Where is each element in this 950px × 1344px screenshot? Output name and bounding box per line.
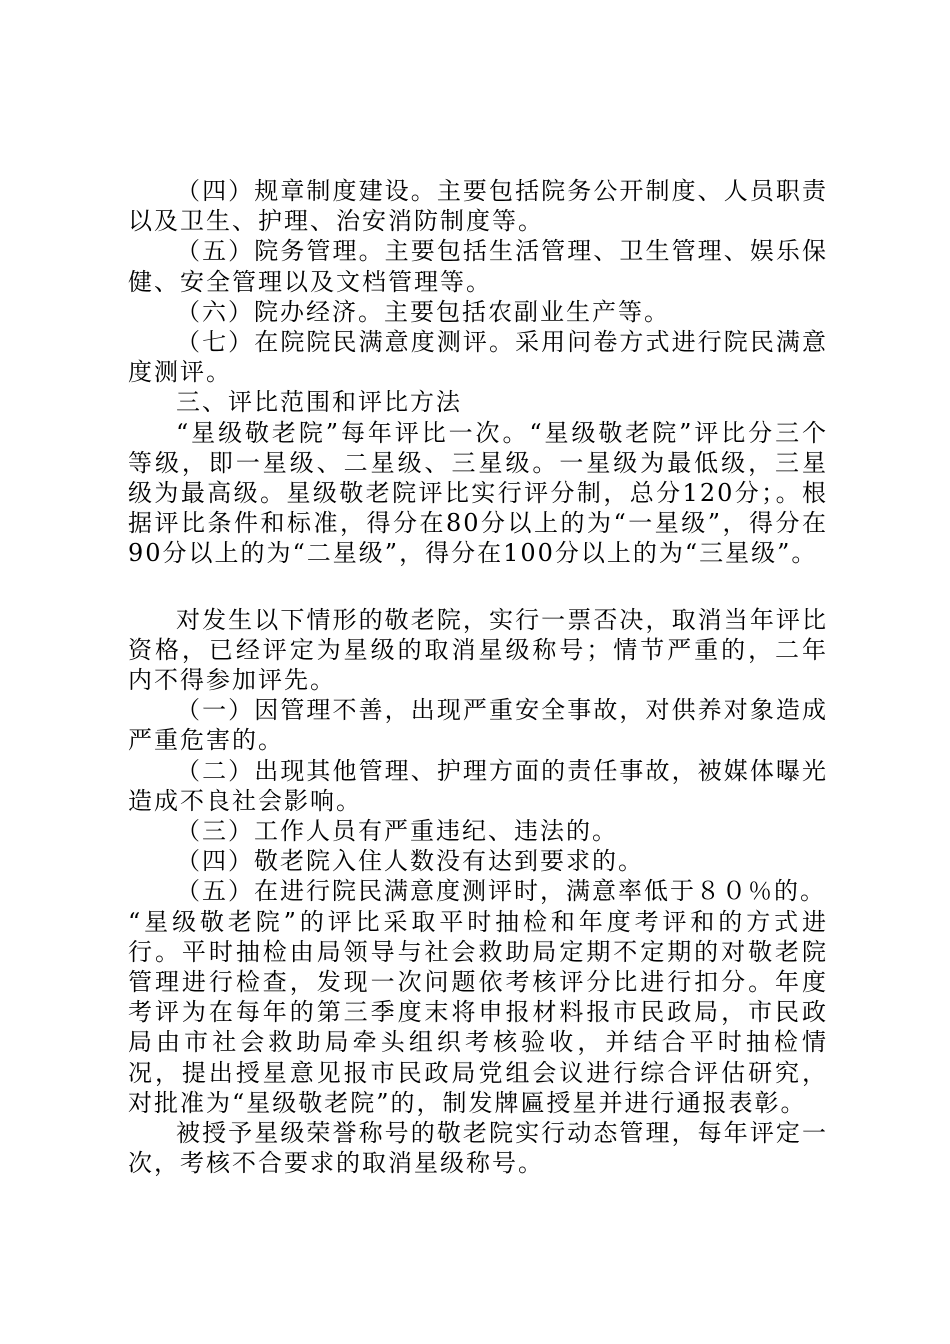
paragraph-affairs-management: （五）院务管理。主要包括生活管理、卫生管理、娱乐保健、安全管理以及文档管理等。 [128, 237, 828, 296]
document-body [128, 176, 828, 1179]
paragraph-veto-item-4: （四）敬老院入住人数没有达到要求的。 [176, 847, 644, 876]
paragraph-evaluation-method: “星级敬老院”的评比采取平时抽检和年度考评和的方式进行。平时抽检由局领导与社会救助局定期不定期的对敬老院管理进行检查，发现一次问题依考核评分比进行扣分。年度考评为在每年的第三季度末将申报材料报市民政局，市民政局由市社会救助局牵头组织考核验收，并结合平时抽检情况，提出授星意见报市民政局党组会议进行综合评估研究，对批准为“星级敬老院”的，制发牌匾授星并进行通报表彰。 [128, 907, 828, 1117]
paragraph-veto-item-1: （一）因管理不善，出现严重安全事故，对供养对象造成严重危害的。 [128, 696, 828, 755]
paragraph-veto-item-2: （二）出现其他管理、护理方面的责任事故，被媒体曝光造成不良社会影响。 [128, 756, 828, 815]
paragraph-star-levels: “星级敬老院”每年评比一次。“星级敬老院”评比分三个等级，即一星级、二星级、三星级。一星级为最低级，三星级为最高级。星级敬老院评比实行评分制，总分120分；。根据评比条件和标准，得分在80分以上的为“一星级”，得分在90分以上的为“二星级”，得分在100分以上的为“三星级”。 [128, 418, 828, 568]
paragraph-dynamic-management: 被授予星级荣誉称号的敬老院实行动态管理，每年评定一次，考核不合要求的取消星级称号。 [128, 1119, 828, 1178]
paragraph-veto-item-5: （五）在进行院民满意度测评时，满意率低于８０％的。 [176, 877, 826, 906]
paragraph-veto-item-3: （三）工作人员有严重违纪、违法的。 [176, 817, 618, 846]
paragraph-satisfaction-survey: （七）在院院民满意度测评。采用问卷方式进行院民满意度测评。 [128, 328, 828, 387]
paragraph-economy: （六）院办经济。主要包括农副业生产等。 [176, 297, 670, 326]
paragraph-regulations: （四）规章制度建设。主要包括院务公开制度、人员职责以及卫生、护理、治安消防制度等。 [128, 177, 828, 236]
section-heading-scope-method: 三、评比范围和评比方法 [176, 388, 462, 417]
paragraph-veto-rule: 对发生以下情形的敬老院，实行一票否决，取消当年评比资格，已经评定为星级的取消星级称号；情节严重的，二年内不得参加评先。 [128, 605, 828, 695]
